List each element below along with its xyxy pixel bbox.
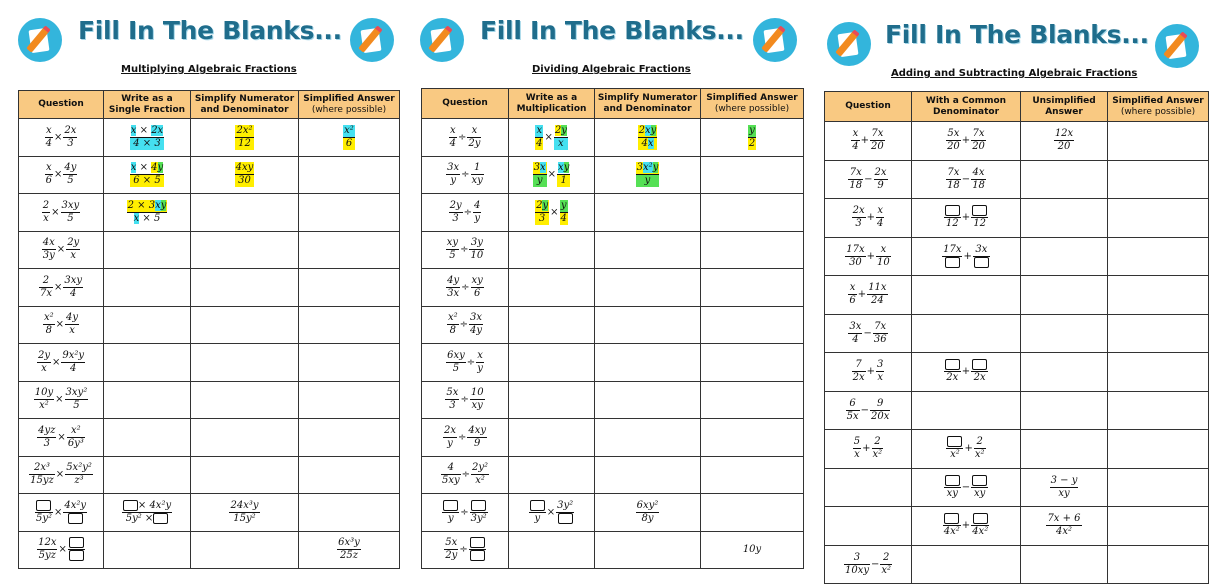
pencil-paper-icon xyxy=(753,18,797,62)
question-cell: $\frac{2x}{y}$ ÷ $\frac{4xy}{9}$ xyxy=(422,419,509,457)
working-cell[interactable]: $\frac{\text{6xy²}}{8y}$ xyxy=(595,494,701,532)
question-cell: $\frac{3}{10xy}$ − $\frac{2}{\text{x²}}$ xyxy=(825,545,912,584)
answer-cell[interactable] xyxy=(299,194,400,232)
table-row xyxy=(19,419,400,457)
pencil-paper-icon xyxy=(350,18,394,62)
table-row xyxy=(825,276,1209,315)
answer-cell[interactable]: $\frac{y}{2}$ xyxy=(701,119,804,157)
question-cell: $\frac{2}{7x}$ × $\frac{3xy}{4}$ xyxy=(19,269,104,307)
table-row xyxy=(422,381,804,419)
working-cell[interactable]: $\frac{\text{24x³y}}{\text{15y²}}$ xyxy=(191,494,299,532)
table-row xyxy=(19,344,400,382)
question-cell: $\frac{10y}{\text{x²}}$ × $\frac{\text{3xy²}}{5}$ xyxy=(19,381,104,419)
question-cell: $\frac{\text{2x³}}{15yz}$ × $\frac{\text{5x²y²}}{\text{z³}}$ xyxy=(19,456,104,494)
answer-cell[interactable] xyxy=(299,156,400,194)
table-row xyxy=(422,456,804,494)
table-row xyxy=(19,119,400,157)
working-cell[interactable] xyxy=(191,194,299,232)
table-row xyxy=(19,156,400,194)
working-cell[interactable]: $\frac{4xy}{30}$ xyxy=(191,156,299,194)
col-step1: Write as a Single Fraction xyxy=(104,91,191,119)
question-cell: $\frac{3x}{y}$ ÷ $\frac{1}{xy}$ xyxy=(422,156,509,194)
question-cell: $\frac{7}{2x}$ + $\frac{3}{x}$ xyxy=(825,353,912,392)
col-step2: Unsimplified Answer xyxy=(1021,92,1108,122)
question-cell: $\frac{x}{6}$ + $\frac{11x}{24}$ xyxy=(825,276,912,315)
working-cell[interactable]: $\frac{7x}{18}$ − $\frac{4x}{18}$ xyxy=(912,160,1021,199)
worksheet-title: Fill In The Blanks... xyxy=(885,20,1149,49)
question-cell: $\frac{x}{6}$ × $\frac{4y}{5}$ xyxy=(19,156,104,194)
question-cell: $\frac{4}{5xy}$ ÷ $\frac{\text{2y²}}{\text{x²}}$ xyxy=(422,456,509,494)
working-cell[interactable]: $\frac{12x}{20}$ xyxy=(1021,122,1108,161)
table-row xyxy=(825,430,1209,469)
question-cell: $\frac{5}{x}$ + $\frac{2}{\text{x²}}$ xyxy=(825,430,912,469)
table-row xyxy=(422,119,804,157)
worksheet-subtitle: Adding and Subtracting Algebraic Fractions xyxy=(891,68,1138,79)
question-cell: $\frac{\text{x²}}{8}$ ÷ $\frac{3x}{4y}$ xyxy=(422,306,509,344)
table-row xyxy=(19,194,400,232)
working-cell[interactable]: $\frac{7x + 6}{\text{4x²}}$ xyxy=(1021,507,1108,546)
question-cell: y ÷ 3y² xyxy=(422,494,509,532)
question-cell: $\frac{7x}{18}$ − $\frac{2x}{9}$ xyxy=(825,160,912,199)
table-row xyxy=(825,468,1209,507)
question-cell: $\frac{2y}{3}$ ÷ $\frac{4}{y}$ xyxy=(422,194,509,232)
table-row xyxy=(825,353,1209,392)
table-row xyxy=(422,231,804,269)
col-step1: Write as a Multiplication xyxy=(509,89,595,119)
table-row xyxy=(19,231,400,269)
question-cell: $\frac{x}{4}$ × $\frac{2x}{3}$ xyxy=(19,119,104,157)
table-row xyxy=(422,306,804,344)
table-row xyxy=(422,194,804,232)
working-cell[interactable]: $\frac{\text{× 4x²y}}{\text{5y² ×}}$ xyxy=(104,494,191,532)
question-cell: $\frac{2y}{x}$ × $\frac{\text{9x²y}}{4}$ xyxy=(19,344,104,382)
working-cell[interactable]: $\frac{x \times 2x}{4 \times 3}$ xyxy=(104,119,191,157)
fractions-table xyxy=(421,88,804,569)
question-cell: $\frac{xy}{5}$ ÷ $\frac{3y}{10}$ xyxy=(422,231,509,269)
table-row xyxy=(825,160,1209,199)
pencil-paper-icon xyxy=(18,18,62,62)
table-row xyxy=(825,507,1209,546)
working-cell[interactable]: $\frac{2 \times 3xy}{x \times 5}$ xyxy=(104,194,191,232)
pencil-paper-icon xyxy=(827,22,871,66)
answer-cell[interactable]: $\frac{\text{x²}}{6}$ xyxy=(299,119,400,157)
working-cell[interactable]: 12 + 12 xyxy=(912,199,1021,238)
working-cell[interactable]: xy − xy xyxy=(912,468,1021,507)
col-question: Question xyxy=(422,89,509,119)
question-cell: $\frac{\text{x²}}{8}$ × $\frac{4y}{x}$ xyxy=(19,306,104,344)
worksheet-subtitle: Multiplying Algebraic Fractions xyxy=(121,64,297,75)
col-step2: Simplify Numerator and Denominator xyxy=(595,89,701,119)
header-row xyxy=(422,89,804,119)
worksheet-title: Fill In The Blanks... xyxy=(480,16,744,45)
working-cell[interactable]: 4x² + 4x² xyxy=(912,507,1021,546)
header-row xyxy=(19,91,400,119)
question-cell: $\frac{17x}{30}$ + $\frac{x}{10}$ xyxy=(825,237,912,276)
pencil-paper-icon xyxy=(420,18,464,62)
working-cell[interactable]: $\frac{\text{2x²}}{12}$ xyxy=(191,119,299,157)
table-row xyxy=(422,531,804,569)
question-cell: $\frac{3x}{4}$ − $\frac{7x}{36}$ xyxy=(825,314,912,353)
working-cell[interactable]: $\frac{2y}{3}$ × $\frac{y}{4}$ xyxy=(509,194,595,232)
working-cell[interactable]: $\frac{5x}{20}$ + $\frac{7x}{20}$ xyxy=(912,122,1021,161)
table-row xyxy=(19,306,400,344)
question-cell: $\frac{x}{4}$ + $\frac{7x}{20}$ xyxy=(825,122,912,161)
table-row xyxy=(19,456,400,494)
table-row xyxy=(825,391,1209,430)
working-cell[interactable]: $\frac{2xy}{4x}$ xyxy=(595,119,701,157)
header-row xyxy=(825,92,1209,122)
table-row xyxy=(825,199,1209,238)
table-row xyxy=(422,269,804,307)
question-cell: $\frac{2x}{3}$ + $\frac{x}{4}$ xyxy=(825,199,912,238)
table-row xyxy=(825,314,1209,353)
question-cell: $\frac{6xy}{5}$ ÷ $\frac{x}{y}$ xyxy=(422,344,509,382)
panel-multiplying xyxy=(0,0,410,588)
question-cell: $\frac{5x}{3}$ ÷ $\frac{10}{xy}$ xyxy=(422,381,509,419)
table-row xyxy=(19,531,400,569)
table-row xyxy=(422,156,804,194)
fractions-table xyxy=(824,91,1209,584)
question-cell: $\frac{2}{x}$ × $\frac{3xy}{5}$ xyxy=(19,194,104,232)
panel-dividing xyxy=(410,0,815,588)
question-cell xyxy=(825,468,912,507)
working-cell[interactable]: y × 3y² xyxy=(509,494,595,532)
question-cell: $\frac{6}{5x}$ − $\frac{9}{20x}$ xyxy=(825,391,912,430)
table-row xyxy=(825,122,1209,161)
col-question: Question xyxy=(19,91,104,119)
answer-cell[interactable]: 10y xyxy=(701,531,804,569)
table-row xyxy=(422,344,804,382)
question-cell: $\frac{5x}{2y}$ ÷ xyxy=(422,531,509,569)
working-cell[interactable]: 2x + 2x xyxy=(912,353,1021,392)
table-row xyxy=(422,419,804,457)
panel-adding-subtracting xyxy=(815,0,1227,588)
col-step1: With a Common Denominator xyxy=(912,92,1021,122)
question-cell: $\frac{12x}{5yz}$ × xyxy=(19,531,104,569)
col-question: Question xyxy=(825,92,912,122)
question-cell xyxy=(825,507,912,546)
col-answer: Simplified Answer (where possible) xyxy=(1108,92,1209,122)
fractions-table xyxy=(18,90,400,569)
col-answer: Simplified Answer (where possible) xyxy=(701,89,804,119)
working-cell[interactable]: x² + $\frac{2}{\text{x²}}$ xyxy=(912,430,1021,469)
working-cell[interactable]: $\frac{x \times 4y}{6 \times 5}$ xyxy=(104,156,191,194)
answer-cell[interactable]: $\frac{\text{6x³y}}{25z}$ xyxy=(299,531,400,569)
table-row xyxy=(422,494,804,532)
table-row xyxy=(825,545,1209,584)
question-cell: $\frac{4y}{3x}$ ÷ $\frac{xy}{6}$ xyxy=(422,269,509,307)
worksheet-subtitle: Dividing Algebraic Fractions xyxy=(532,64,691,75)
working-cell[interactable]: $\frac{3 - y}{xy}$ xyxy=(1021,468,1108,507)
col-step2: Simplify Numerator and Denominator xyxy=(191,91,299,119)
question-cell: $\frac{4x}{3y}$ × $\frac{2y}{x}$ xyxy=(19,231,104,269)
working-cell[interactable]: $\frac{\text{3x²y}}{y}$ xyxy=(595,156,701,194)
table-row xyxy=(19,381,400,419)
question-cell: $\frac{x}{4}$ ÷ $\frac{x}{2y}$ xyxy=(422,119,509,157)
table-row xyxy=(19,494,400,532)
table-row xyxy=(19,269,400,307)
working-cell[interactable]: $\frac{x}{4}$ × $\frac{2y}{x}$ xyxy=(509,119,595,157)
question-cell: $\frac{4yz}{3}$ × $\frac{\text{x²}}{\text{6y³}}$ xyxy=(19,419,104,457)
worksheet-title: Fill In The Blanks... xyxy=(78,16,342,45)
pencil-paper-icon xyxy=(1155,24,1199,68)
table-row xyxy=(825,237,1209,276)
working-cell[interactable]: 17x + 3x xyxy=(912,237,1021,276)
working-cell[interactable]: $\frac{3x}{y}$ × $\frac{xy}{1}$ xyxy=(509,156,595,194)
col-answer: Simplified Answer (where possible) xyxy=(299,91,400,119)
question-cell: 5y² × 4x²y xyxy=(19,494,104,532)
